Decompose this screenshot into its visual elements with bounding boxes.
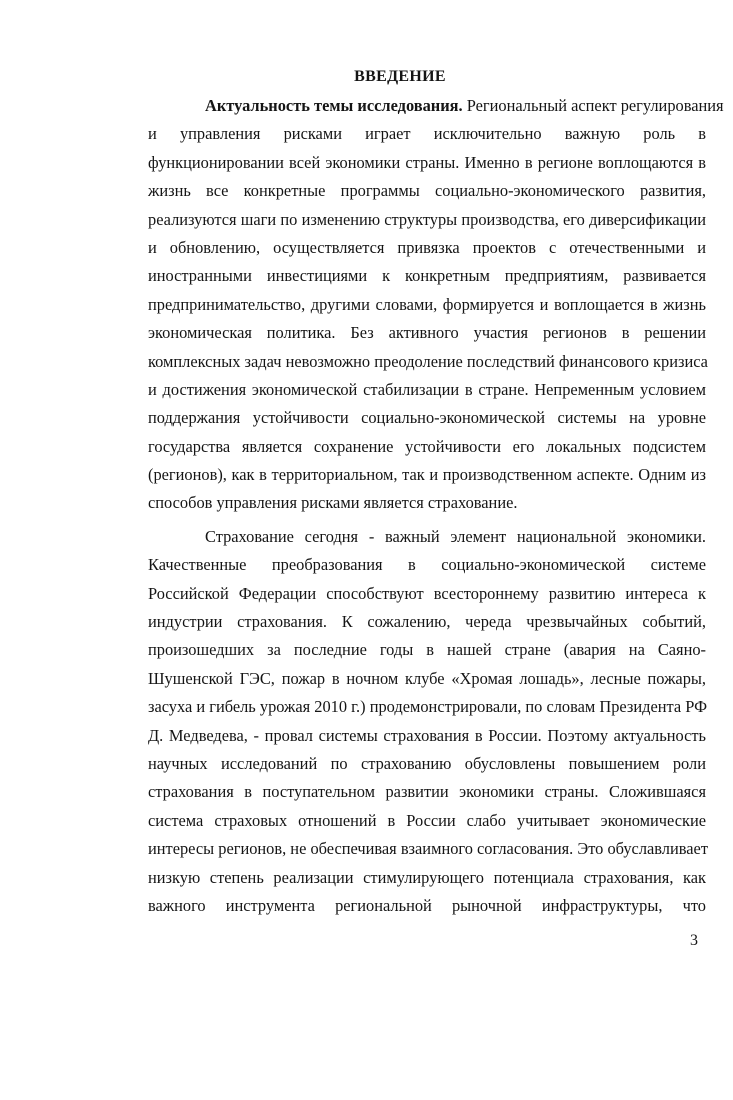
text-line: Шушенской ГЭС, пожар в ночном клубе «Хромая лошадь», лесные пожары, <box>148 668 706 688</box>
text-line: индустрии страхования. К сожалению, череда чрезвычайных событий, <box>148 612 706 632</box>
text-line: засуха и гибель урожая 2010 г.) продемонстрировали, по словам Президента РФ <box>148 697 708 717</box>
text-line: способов управления рисками является страхование. <box>148 493 518 513</box>
section-title: ВВЕДЕНИЕ <box>354 68 446 85</box>
paragraph-insurance <box>148 523 706 920</box>
text-line: важного инструмента региональной рыночной инфраструктуры, что <box>148 895 706 915</box>
text-line: жизнь все конкретные программы социально-экономического развития, <box>148 181 706 201</box>
text-line: низкую степень реализации стимулирующего потенциала страхования, как <box>148 867 706 887</box>
text-line: система страховых отношений в России слабо учитывает экономические <box>148 810 706 830</box>
text-line: (регионов), как в территориальном, так и производственном аспекте. Одним из <box>148 465 706 485</box>
text-line: функционировании всей экономики страны. Именно в регионе воплощаются в <box>148 152 706 172</box>
text-line: Актуальность темы исследования. Региональный аспект регулирования <box>205 96 724 115</box>
paragraph-relevance <box>148 92 724 518</box>
text-line: и достижения экономической стабилизации в стране. Непременным условием <box>148 379 706 399</box>
text-line: предпринимательство, другими словами, формируется и воплощается в жизнь <box>148 294 706 314</box>
text-line: страхования в поступательном развитии экономики страны. Сложившаяся <box>148 782 706 802</box>
text-line: иностранными инвестициями к конкретным предприятиям, развивается <box>148 266 706 286</box>
text-line: Д. Медведева, - провал системы страхования в России. Поэтому актуальность <box>148 725 706 745</box>
body-text <box>148 92 724 920</box>
text-line: Российской Федерации способствуют всестороннему развитию интереса к <box>148 583 706 603</box>
text-line: реализуются шаги по изменению структуры производства, его диверсификации <box>148 209 706 229</box>
bold-lead: Актуальность темы исследования. <box>205 96 463 115</box>
text-line: произошедших за последние годы в нашей стране (авария на Саяно- <box>148 640 706 660</box>
text-line: научных исследований по страхованию обусловлены повышением роли <box>148 753 706 773</box>
text-line: государства является сохранение устойчивости его локальных подсистем <box>148 436 706 456</box>
text-line: поддержания устойчивости социально-экономической системы на уровне <box>148 408 706 428</box>
page-number: 3 <box>690 932 698 949</box>
text-line: Качественные преобразования в социально-экономической системе <box>148 555 706 575</box>
text-line: интересы регионов, не обеспечивая взаимного согласования. Это обуславливает <box>148 839 708 859</box>
text-line: комплексных задач невозможно преодоление последствий финансового кризиса <box>148 351 708 371</box>
text-line: и обновлению, осуществляется привязка проектов с отечественными и <box>148 237 706 257</box>
text-line: Страхование сегодня - важный элемент национальной экономики. <box>205 526 706 546</box>
text-line: и управления рисками играет исключительно важную роль в <box>148 124 706 144</box>
text-line: экономическая политика. Без активного участия регионов в решении <box>148 323 706 343</box>
